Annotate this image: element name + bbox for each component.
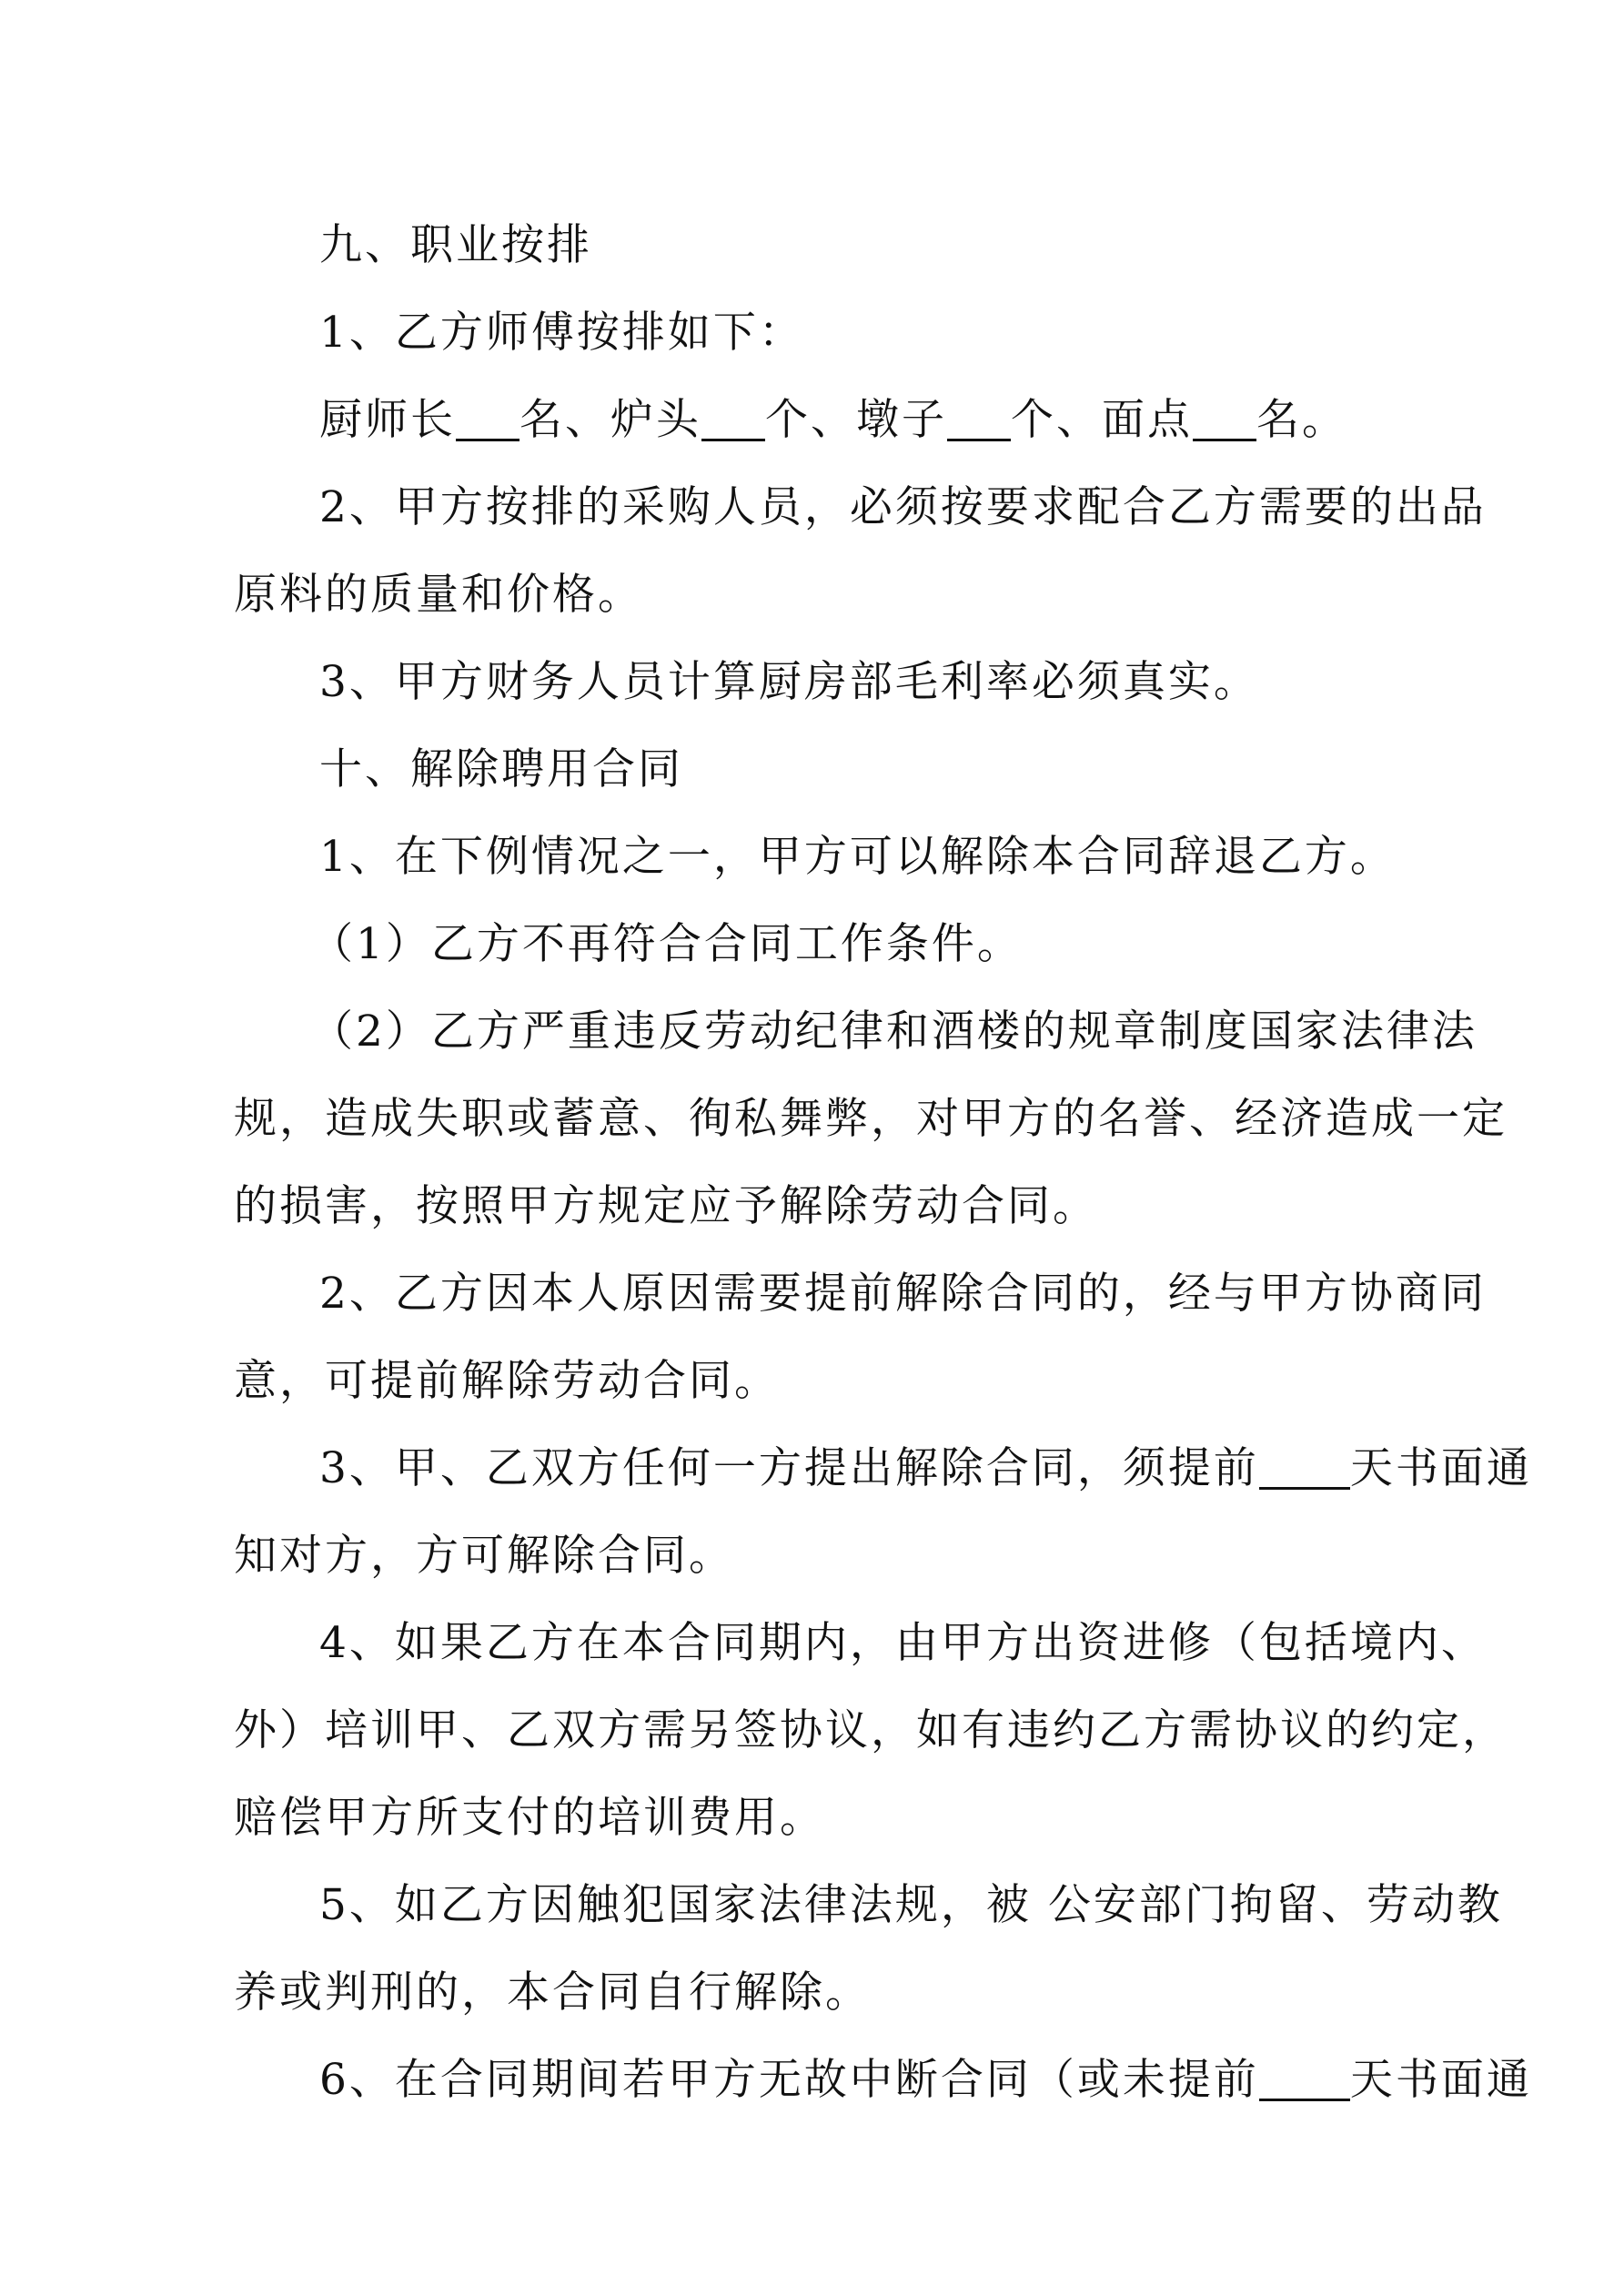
s10-item-1-sub-2-line-1: （2）乙方严重违反劳动纪律和酒楼的规章制度国家法律法 (310, 1006, 1478, 1057)
s10-item-1: 1、在下例情况之一，甲方可以解除本合同辞退乙方。 (319, 832, 1396, 882)
s10-item-2-line-2: 意，可提前解除劳动合同。 (234, 1356, 780, 1406)
contract-body (234, 202, 1532, 2124)
s10-item-4-line-2: 外）培训甲、乙双方需另签协议，如有违约乙方需协议的约定， (234, 1705, 1508, 1755)
s10-item-4-line-3: 赔偿甲方所支付的培训费用。 (234, 1793, 825, 1843)
chef-count-blank (456, 394, 519, 441)
notice-days-blank (1259, 1442, 1350, 1490)
cutter-label: 个、墩子 (765, 395, 947, 445)
cutter-count-blank (947, 394, 1011, 441)
s10-item-2-line-1: 2、乙方因本人原因需要提前解除合同的，经与甲方协商同 (319, 1269, 1487, 1319)
s10-item-6-text-a: 6、在合同期间若甲方无故中断合同（或未提前 (319, 2055, 1259, 2105)
s10-item-3-line-2: 知对方，方可解除合同。 (234, 1531, 734, 1581)
s9-item-3: 3、甲方财务人员计算厨房部毛利率必须真实。 (319, 657, 1259, 707)
s10-item-4-line-1: 4、如果乙方在本合同期内，由甲方出资进修（包括境内、 (319, 1618, 1487, 1668)
pastry-label: 个、面点 (1011, 395, 1193, 445)
s10-item-3-line-1 (234, 1425, 1532, 1512)
s10-item-6-line-1 (234, 2037, 1532, 2124)
s10-item-1-sub-2-line-3: 的损害，按照甲方规定应予解除劳动合同。 (234, 1181, 1098, 1231)
chef-label: 厨师长 (319, 395, 456, 445)
notice-days-blank-2 (1259, 2054, 1350, 2101)
s9-item-2-line-1: 2、甲方按排的采购人员，必须按要求配合乙方需要的出品 (319, 482, 1487, 532)
s10-item-5-line-2: 养或判刑的，本合同自行解除。 (234, 1967, 871, 2018)
pastry-unit: 名。 (1256, 395, 1347, 445)
stove-count-blank (701, 394, 765, 441)
s10-item-6-text-b: 天书面通 (1349, 2055, 1532, 2105)
section-10-heading: 十、解除聘用合同 (319, 744, 683, 794)
s9-item-1: 1、乙方师傅按排如下： (319, 308, 804, 358)
section-9-heading: 九、职业按排 (319, 220, 592, 270)
s10-item-1-sub-2-line-2: 规，造成失职或蓄意、徇私舞弊，对甲方的名誉、经济造成一定 (234, 1094, 1508, 1144)
s10-item-3-text-a: 3、甲、乙双方任何一方提出解除合同，须提前 (319, 1443, 1259, 1493)
s10-item-3-text-b: 天书面通 (1349, 1443, 1532, 1493)
s9-staff-line (234, 377, 1440, 464)
stove-label: 名、炉头 (519, 395, 701, 445)
s10-item-5-line-1: 5、如乙方因触犯国家法律法规，被 公安部门拘留、劳动教 (319, 1880, 1503, 1930)
pastry-count-blank (1193, 394, 1256, 441)
s9-item-2-line-2: 原料的质量和价格。 (234, 570, 643, 620)
s10-item-1-sub-1: （1）乙方不再符合合同工作条件。 (310, 919, 1023, 969)
